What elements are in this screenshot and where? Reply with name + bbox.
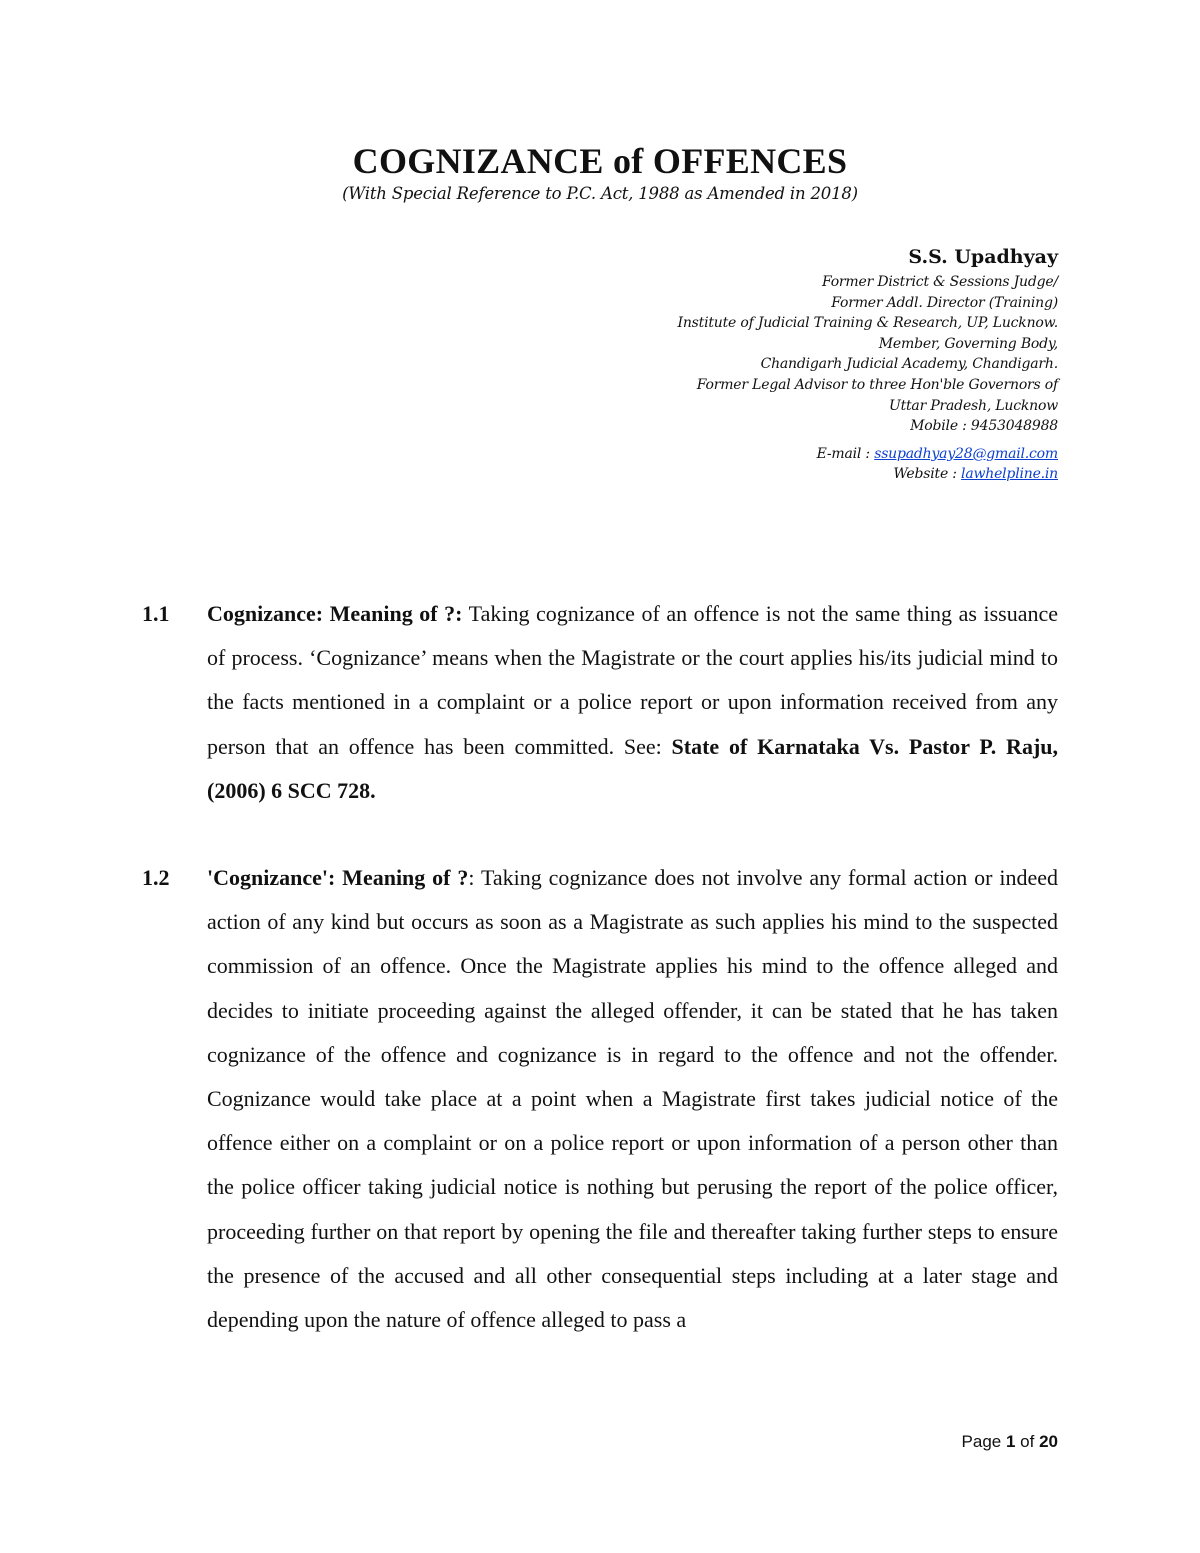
section-citation: State of Karnataka Vs. Pastor P. Raju, (2006) 6 SCC 728.: [207, 733, 1059, 803]
section-body: [207, 592, 1058, 813]
author-line: Former District & Sessions Judge/: [821, 274, 1058, 290]
section-body: [207, 856, 1058, 1342]
of-label: of: [1015, 1432, 1040, 1451]
section-text: Taking cognizance of an offence is not the same thing as issuance of process. ‘Cognizance’ means when the Magistrate or the court applies his/its judicial mind to the facts mentioned in a complaint or a police report or upon information received from any person that an offence has been committed. See:: [207, 601, 1059, 759]
author-name: S.S. Upadhyay: [908, 246, 1058, 268]
author-line: Chandigarh Judicial Academy, Chandigarh.: [760, 356, 1058, 373]
email-link[interactable]: ssupadhyay28@gmail.com: [874, 445, 1058, 462]
section-number: 1.2: [142, 865, 170, 890]
section-number: 1.1: [142, 601, 170, 626]
website-label: Website :: [893, 466, 962, 483]
email-label: E-mail :: [816, 445, 875, 462]
author-line: Member, Governing Body,: [878, 335, 1058, 352]
author-website-line: [418, 464, 1058, 485]
author-block: [418, 244, 1058, 485]
section-text: : Taking cognizance does not involve any formal action or indeed action of any kind but occurs as soon as a Magistrate as such applies his mind to the suspected commission of an offence. Once the Magistrate applies his mind to the offence alleged and decides to initiate proceeding against the alleged offender, it can be stated that he has taken cognizance of the offence and cognizance is in regard to the offence and not the offender. Cognizance would take place at a point when a Magistrate first takes judicial notice of the offence either on a complaint or on a police report or upon information of a person other than the police officer taking judicial notice is nothing but perusing the report of the police officer, proceeding further on that report by opening the file and thereafter taking further steps to ensure the presence of the accused and all other consequential steps including at a later stage and depending upon the nature of offence alleged to pass a: [207, 865, 1058, 1333]
page-footer: [962, 1432, 1058, 1452]
document-subtitle: (With Special Reference to P.C. Act, 1988 as Amended in 2018): [342, 184, 858, 203]
author-line: Uttar Pradesh, Lucknow: [888, 397, 1058, 414]
author-mobile: Mobile : 9453048988: [910, 418, 1058, 435]
section-heading: 'Cognizance': Meaning of ?: [207, 865, 469, 890]
section-heading: Cognizance: Meaning of ?:: [207, 601, 463, 626]
total-pages-number: 20: [1039, 1432, 1058, 1451]
document-title: COGNIZANCE of OFFENCES: [352, 141, 848, 181]
author-line: Institute of Judicial Training & Research, UP, Lucknow.: [677, 315, 1058, 332]
current-page-number: 1: [1005, 1432, 1016, 1451]
author-line: Former Addl. Director (Training): [831, 294, 1058, 311]
author-email-line: [418, 444, 1058, 465]
website-link[interactable]: lawhelpline.in: [961, 466, 1058, 483]
page-label: Page: [961, 1432, 1006, 1451]
author-line: Former Legal Advisor to three Hon'ble Governors of: [696, 376, 1058, 393]
